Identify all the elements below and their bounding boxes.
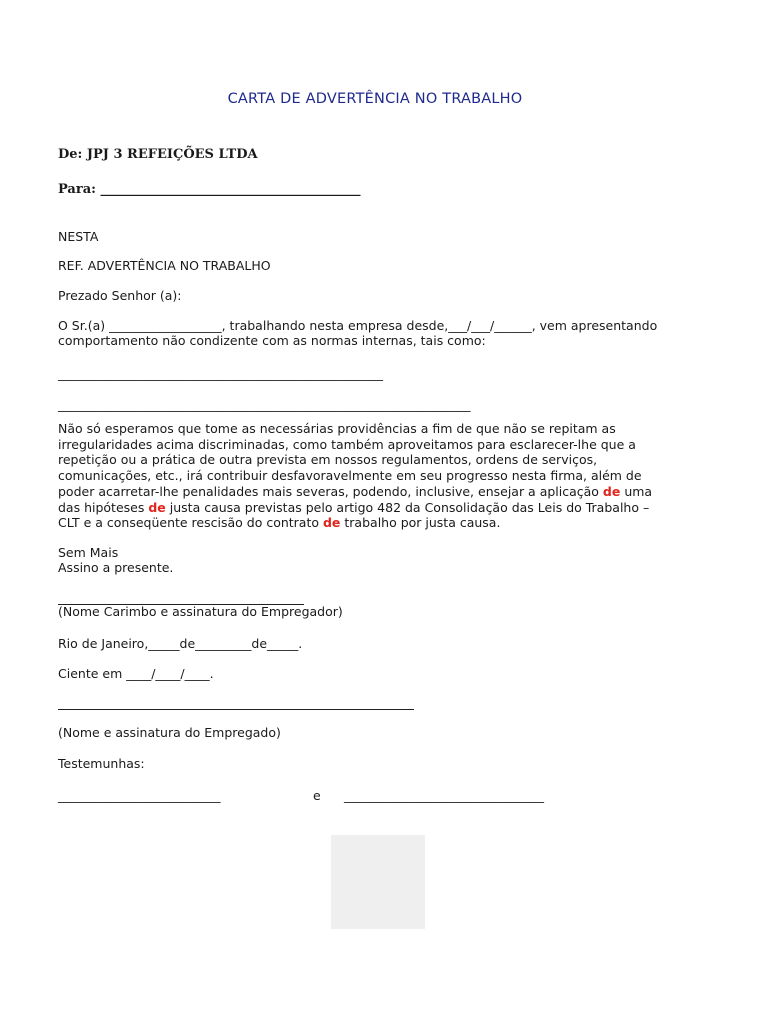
body-text: CLT e a conseqüente rescisão do contrato bbox=[58, 515, 323, 531]
witness-2-line: ________________________________ bbox=[344, 788, 544, 803]
witness-conjunction: e bbox=[313, 788, 321, 803]
highlight-word: de bbox=[148, 499, 166, 515]
witnesses-label: Testemunhas: bbox=[58, 756, 145, 771]
place-date-line: Rio de Janeiro,_____de_________de_____. bbox=[58, 636, 303, 651]
employee-signature-line bbox=[58, 709, 414, 710]
body-text: das hipóteses bbox=[58, 499, 149, 515]
reference-line: REF. ADVERTÊNCIA NO TRABALHO bbox=[58, 258, 271, 273]
aware-date-line: Ciente em ____/____/____. bbox=[58, 666, 214, 681]
witness-1-line: __________________________ bbox=[58, 788, 221, 803]
blank-line-1: ____________________________________________________ bbox=[58, 366, 383, 381]
intro-line-1: O Sr.(a) __________________, trabalhando nesta empresa desde,___/___/______, vem apresentando bbox=[58, 318, 658, 333]
document-title: CARTA DE ADVERTÊNCIA NO TRABALHO bbox=[227, 91, 523, 107]
body-text: uma bbox=[620, 483, 653, 499]
body-line: irregularidades acima discriminadas, como também aproveitamos para esclarecer-lhe que a bbox=[58, 436, 636, 452]
intro-line-2: comportamento não condizente com as normas internas, tais como: bbox=[58, 333, 486, 348]
closing-line-1: Sem Mais bbox=[58, 545, 119, 560]
image-placeholder bbox=[331, 835, 425, 929]
employer-signature-caption: (Nome Carimbo e assinatura do Empregador) bbox=[58, 604, 343, 619]
body-line: comunicações, etc., irá contribuir desfavoravelmente em seu progresso nesta firma, além de bbox=[58, 468, 642, 484]
body-line bbox=[58, 484, 708, 500]
greeting: Prezado Senhor (a): bbox=[58, 288, 182, 303]
body-text: trabalho por justa causa. bbox=[340, 515, 501, 531]
body-text: justa causa previstas pelo artigo 482 da Consolidação das Leis do Trabalho – bbox=[165, 499, 650, 515]
body-line: Não só esperamos que tome as necessárias providências a fim de que não se repitam as bbox=[58, 421, 616, 436]
highlight-word: de bbox=[602, 483, 621, 499]
body-line bbox=[58, 500, 708, 516]
blank-line-2: __________________________________________________________________ bbox=[58, 397, 471, 412]
highlight-word: de bbox=[322, 515, 341, 531]
body-line bbox=[58, 515, 708, 531]
recipient-line: Para: ________________________________________ bbox=[58, 182, 361, 197]
closing-line-2: Assino a presente. bbox=[58, 560, 174, 575]
sender-line: De: JPJ 3 REFEIÇÕES LTDA bbox=[58, 147, 258, 162]
body-line: repetição ou a prática de outra prevista em nossos regulamentos, ordens de serviços, bbox=[58, 452, 598, 468]
nesta-label: NESTA bbox=[58, 229, 99, 244]
body-text: poder acarretar-lhe penalidades mais severas, podendo, inclusive, ensejar a aplicação bbox=[58, 483, 603, 499]
body-paragraph bbox=[58, 421, 708, 531]
employee-signature-caption: (Nome e assinatura do Empregado) bbox=[58, 725, 281, 740]
